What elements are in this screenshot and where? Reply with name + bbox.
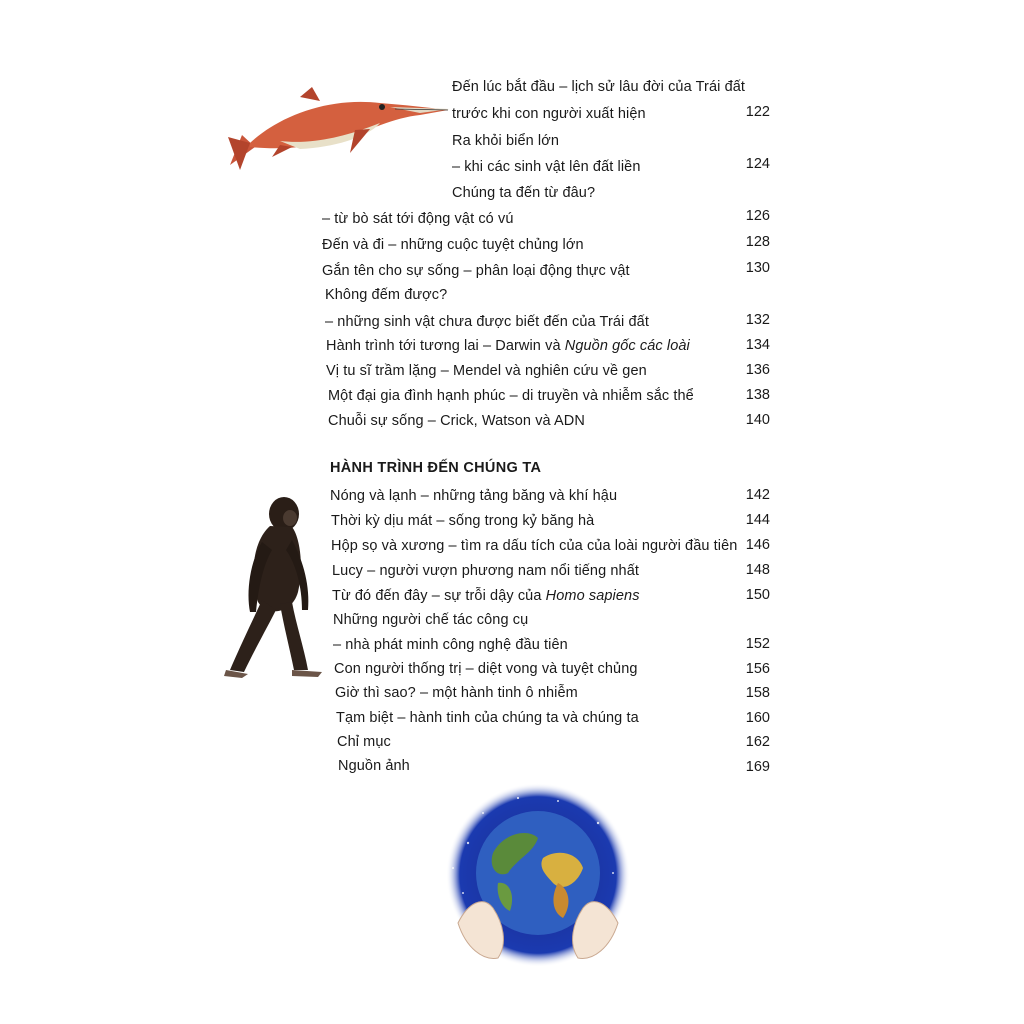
toc-entry-line: trước khi con người xuất hiện [452, 106, 646, 122]
toc-page-number: 156 [745, 661, 770, 677]
toc-page-number: 136 [745, 362, 770, 378]
toc-entry-line: – từ bò sát tới động vật có vú [322, 211, 514, 227]
toc-entry-line: Chúng ta đến từ đâu? [452, 185, 596, 201]
toc-entry-text: Hành trình tới tương lai – Darwin và [326, 338, 565, 354]
toc-page-number: 126 [745, 208, 770, 224]
toc-entry-text: Từ đó đến đây – sự trỗi dậy của [332, 588, 546, 604]
toc-page-number: 128 [745, 234, 770, 250]
earth-in-hands-illustration [438, 783, 638, 973]
toc-entry-line: Đến lúc bắt đầu – lịch sử lâu đời của Trái đất [452, 79, 746, 95]
toc-entry-italic: Homo sapiens [545, 588, 640, 604]
toc-entry-line: Những người chế tác công cụ [333, 612, 529, 628]
toc-page-number: 138 [745, 387, 770, 403]
toc-entry-line: – khi các sinh vật lên đất liền [452, 159, 641, 175]
toc-page-number: 169 [745, 759, 770, 775]
toc-entry-line: – những sinh vật chưa được biết đến của Trái đất [325, 314, 649, 330]
toc-page-number: 148 [745, 562, 770, 578]
toc-entry-line: Không đếm được? [325, 287, 448, 303]
toc-entry-line: Chỉ mục [337, 734, 391, 750]
toc-entry-line: Con người thống trị – diệt vong và tuyệt chủng [334, 661, 638, 677]
toc-page-number: 124 [745, 156, 770, 172]
toc-page-number: 162 [745, 734, 770, 750]
toc-entry-line [332, 587, 640, 605]
toc-entry-line: Ra khỏi biển lớn [452, 133, 560, 149]
toc-page-number: 132 [745, 312, 770, 328]
toc-page-number: 146 [745, 537, 770, 553]
toc-page-number: 160 [745, 710, 770, 726]
toc-page-number: 158 [745, 685, 770, 701]
toc-entry-line: – nhà phát minh công nghệ đầu tiên [333, 637, 568, 653]
toc-entry-italic: Nguồn gốc các loài [564, 338, 690, 354]
toc-entry-line: Vị tu sĩ trầm lặng – Mendel và nghiên cứu về gen [326, 363, 647, 379]
toc-page-number: 122 [745, 104, 770, 120]
toc-entry-line [326, 337, 690, 355]
toc-entry-line: Nguồn ảnh [338, 758, 410, 774]
toc-page-number: 134 [745, 337, 770, 353]
toc-entry-line: Tạm biệt – hành tinh của chúng ta và chúng ta [336, 710, 639, 726]
toc-entry-line: Chuỗi sự sống – Crick, Watson và ADN [328, 413, 585, 429]
toc-entry-line: Gắn tên cho sự sống – phân loại động thực vật [322, 263, 630, 279]
toc-page-number: 140 [745, 412, 770, 428]
toc-page-number: 130 [745, 260, 770, 276]
toc-entry-line: Hộp sọ và xương – tìm ra dấu tích của của loài người đầu tiên [331, 538, 738, 554]
toc-entry-line: Một đại gia đình hạnh phúc – di truyền và nhiễm sắc thể [328, 388, 694, 404]
toc-entry-line: Thời kỳ dịu mát – sống trong kỷ băng hà [331, 513, 595, 529]
toc-entry-line: Lucy – người vượn phương nam nổi tiếng nhất [332, 563, 640, 579]
ichthyosaur-illustration [220, 85, 460, 185]
toc-entry-line: Giờ thì sao? – một hành tinh ô nhiễm [335, 685, 578, 701]
toc-page-number: 152 [745, 636, 770, 652]
toc-entry-line: Nóng và lạnh – những tảng băng và khí hậu [330, 488, 618, 504]
toc-entry-line: Đến và đi – những cuộc tuyệt chủng lớn [322, 237, 584, 253]
section-heading: HÀNH TRÌNH ĐẾN CHÚNG TA [330, 460, 542, 476]
toc-page-number: 150 [745, 587, 770, 603]
toc-page-number: 144 [745, 512, 770, 528]
toc-page-number: 142 [745, 487, 770, 503]
early-hominid-illustration [222, 492, 332, 682]
